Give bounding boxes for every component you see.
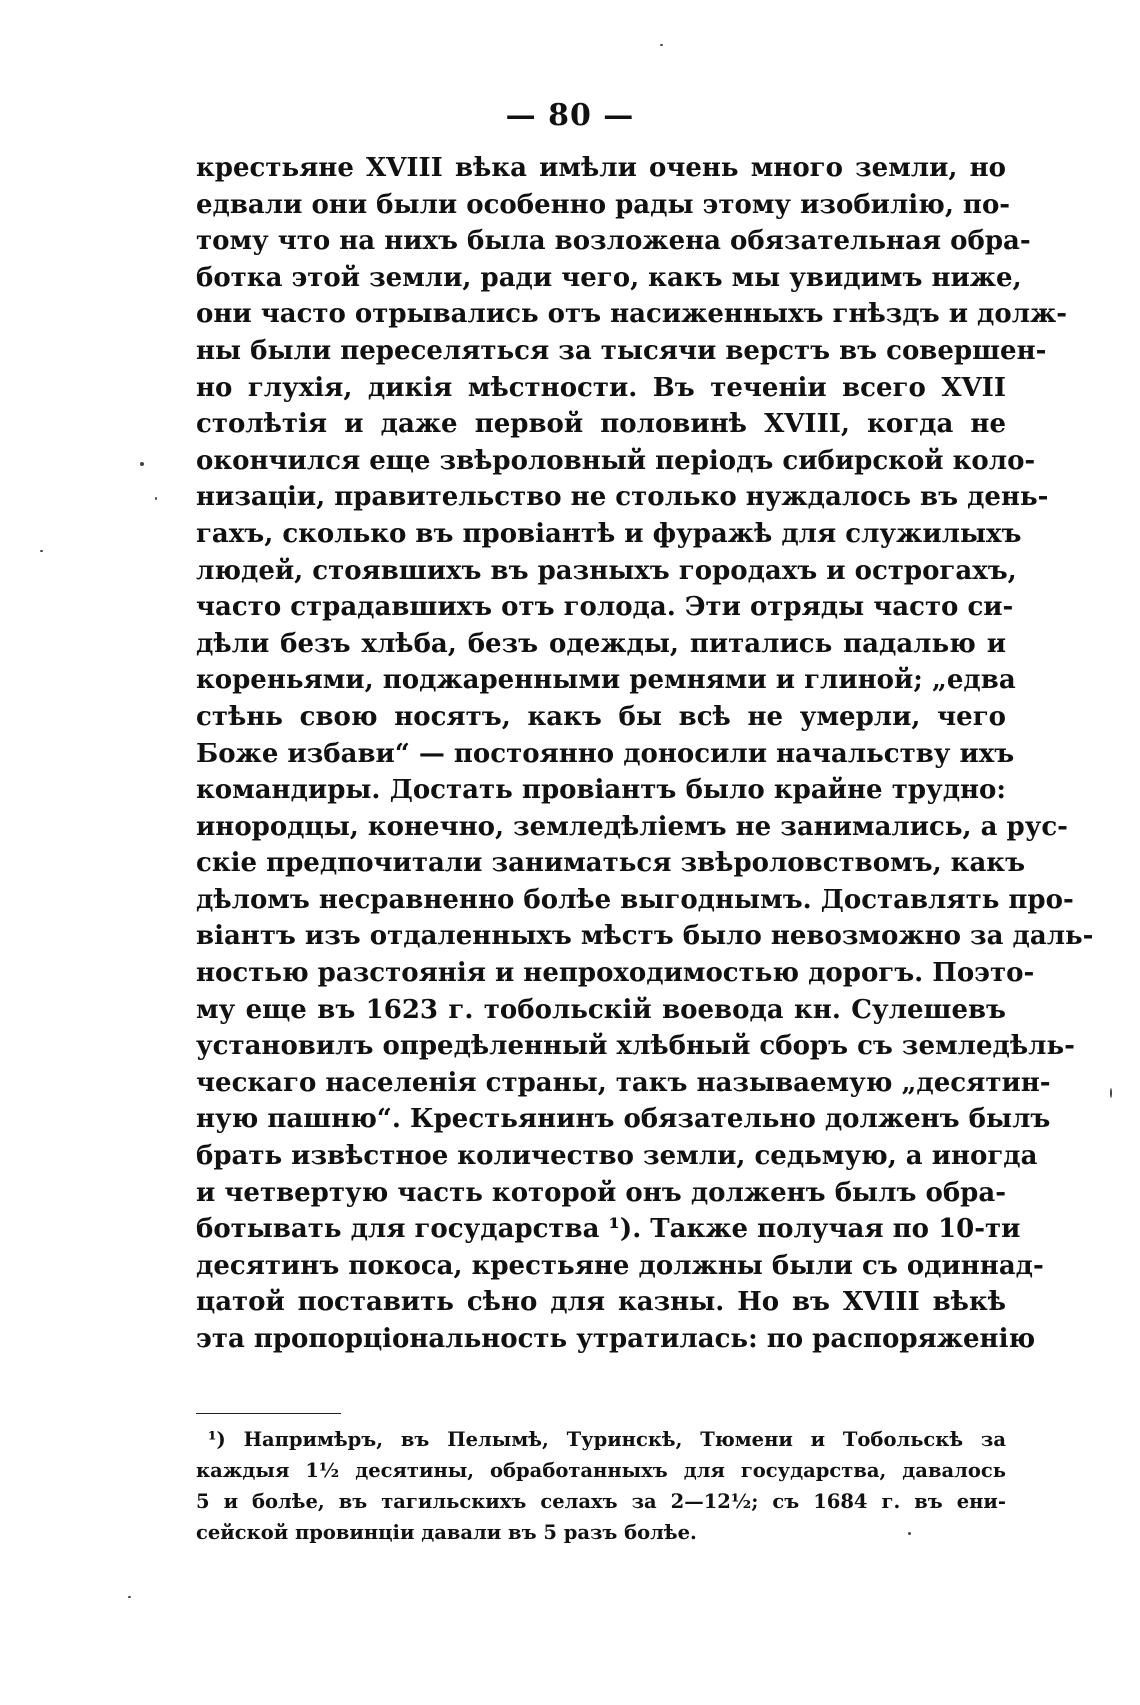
- body-line: ческаго населенія страны, такъ называемую „десятин-: [196, 1067, 1051, 1098]
- scan-speck: [155, 497, 157, 500]
- body-line: гахъ, сколько въ провіантѣ и фуражѣ для служилыхъ: [196, 518, 1022, 549]
- scan-speck: [660, 44, 663, 46]
- body-line: ностью разстоянія и непроходимостью дорогъ. Поэто-: [196, 958, 1035, 989]
- body-line: ны были переселяться за тысячи верстъ въ совершен-: [196, 335, 1047, 366]
- body-line: они часто отрывались отъ насиженныхъ гнѣздъ и долж-: [196, 299, 1068, 330]
- body-line: низаціи, правительство не столько нуждалось въ день-: [196, 482, 1049, 513]
- body-line: стѣнь свою носятъ, какъ бы всѣ не умерли, чего: [196, 701, 1006, 732]
- body-line: віантъ изъ отдаленныхъ мѣстъ было невозможно за даль-: [196, 921, 1094, 952]
- body-line: ботывать для государства ¹). Также получая по 10-ти: [196, 1214, 1021, 1245]
- body-line: кореньями, поджаренными ремнями и глиной; „едва: [196, 665, 1016, 696]
- body-line: тому что на нихъ была возложена обязательная обра-: [196, 226, 1031, 257]
- body-line: дѣломъ несравненно болѣе выгоднымъ. Доставлять про-: [196, 884, 1074, 915]
- scan-speck: [128, 1596, 131, 1598]
- footnote-line: сейской провинціи давали въ 5 разъ болѣе.: [196, 1521, 697, 1544]
- body-line: му еще въ 1623 г. тобольскій воевода кн. Сулешевъ: [196, 994, 1006, 1025]
- body-line: инородцы, конечно, земледѣліемъ не занимались, а рус-: [196, 811, 1068, 842]
- footnote-divider: [196, 1413, 341, 1414]
- body-line: едвали они были особенно рады этому изобилію, по-: [196, 189, 1011, 220]
- body-line: но глухія, дикія мѣстности. Въ теченіи всего XVII: [196, 372, 1006, 403]
- footnote-line: ¹) Напримѣръ, въ Пелымѣ, Туринскѣ, Тюмени и Тобольскѣ за: [208, 1428, 1006, 1451]
- body-line: людей, стоявшихъ въ разныхъ городахъ и острогахъ,: [196, 555, 1017, 586]
- footnote-line: 5 и болѣе, въ тагильскихъ селахъ за 2—12½; съ 1684 г. въ ени-: [196, 1490, 1006, 1513]
- body-line: столѣтія и даже первой половинѣ XVIII, когда не: [196, 409, 1006, 440]
- body-line: ботка этой земли, ради чего, какъ мы увидимъ ниже,: [196, 262, 1022, 293]
- body-line: ную пашню“. Крестьянинъ обязательно долженъ былъ: [196, 1104, 1051, 1135]
- scan-speck: [1110, 1088, 1112, 1098]
- body-line: окончился еще звѣроловный періодъ сибирской коло-: [196, 445, 1036, 476]
- body-line: крестьяне XVIII вѣка имѣли очень много земли, но: [196, 153, 1006, 183]
- page-number: — 80 —: [505, 98, 635, 133]
- body-line: десятинъ покоса, крестьяне должны были съ одиннад-: [196, 1250, 1044, 1281]
- scan-speck: [40, 550, 43, 552]
- body-line: брать извѣстное количество земли, седьмую, а иногда: [196, 1141, 1038, 1172]
- body-line: командиры. Достать провіантъ было крайне трудно:: [196, 775, 1006, 806]
- scan-speck: [140, 462, 144, 466]
- body-text: [196, 150, 1094, 1358]
- body-line: эта пропорціональность утратилась: по распоряженію: [196, 1324, 1036, 1354]
- body-line: Боже избави“ — постоянно доносили начальству ихъ: [196, 738, 1015, 769]
- footnotes: [196, 1424, 1006, 1548]
- body-line: дѣли безъ хлѣба, безъ одежды, питались падалью и: [196, 628, 1006, 659]
- body-line: и четвертую часть которой онъ долженъ былъ обра-: [196, 1177, 1006, 1208]
- footnote-line: каждыя 1½ десятины, обработанныхъ для государства, давалось: [196, 1459, 1006, 1482]
- body-line: установилъ опредѣленный хлѣбный сборъ съ земледѣль-: [196, 1031, 1075, 1062]
- body-line: часто страдавшихъ отъ голода. Эти отряды часто си-: [196, 592, 1014, 623]
- body-line: скіе предпочитали заниматься звѣроловствомъ, какъ: [196, 848, 1026, 879]
- scan-speck: [908, 1532, 911, 1535]
- body-line: цатой поставить сѣно для казны. Но въ XVIII вѣкѣ: [196, 1287, 1006, 1318]
